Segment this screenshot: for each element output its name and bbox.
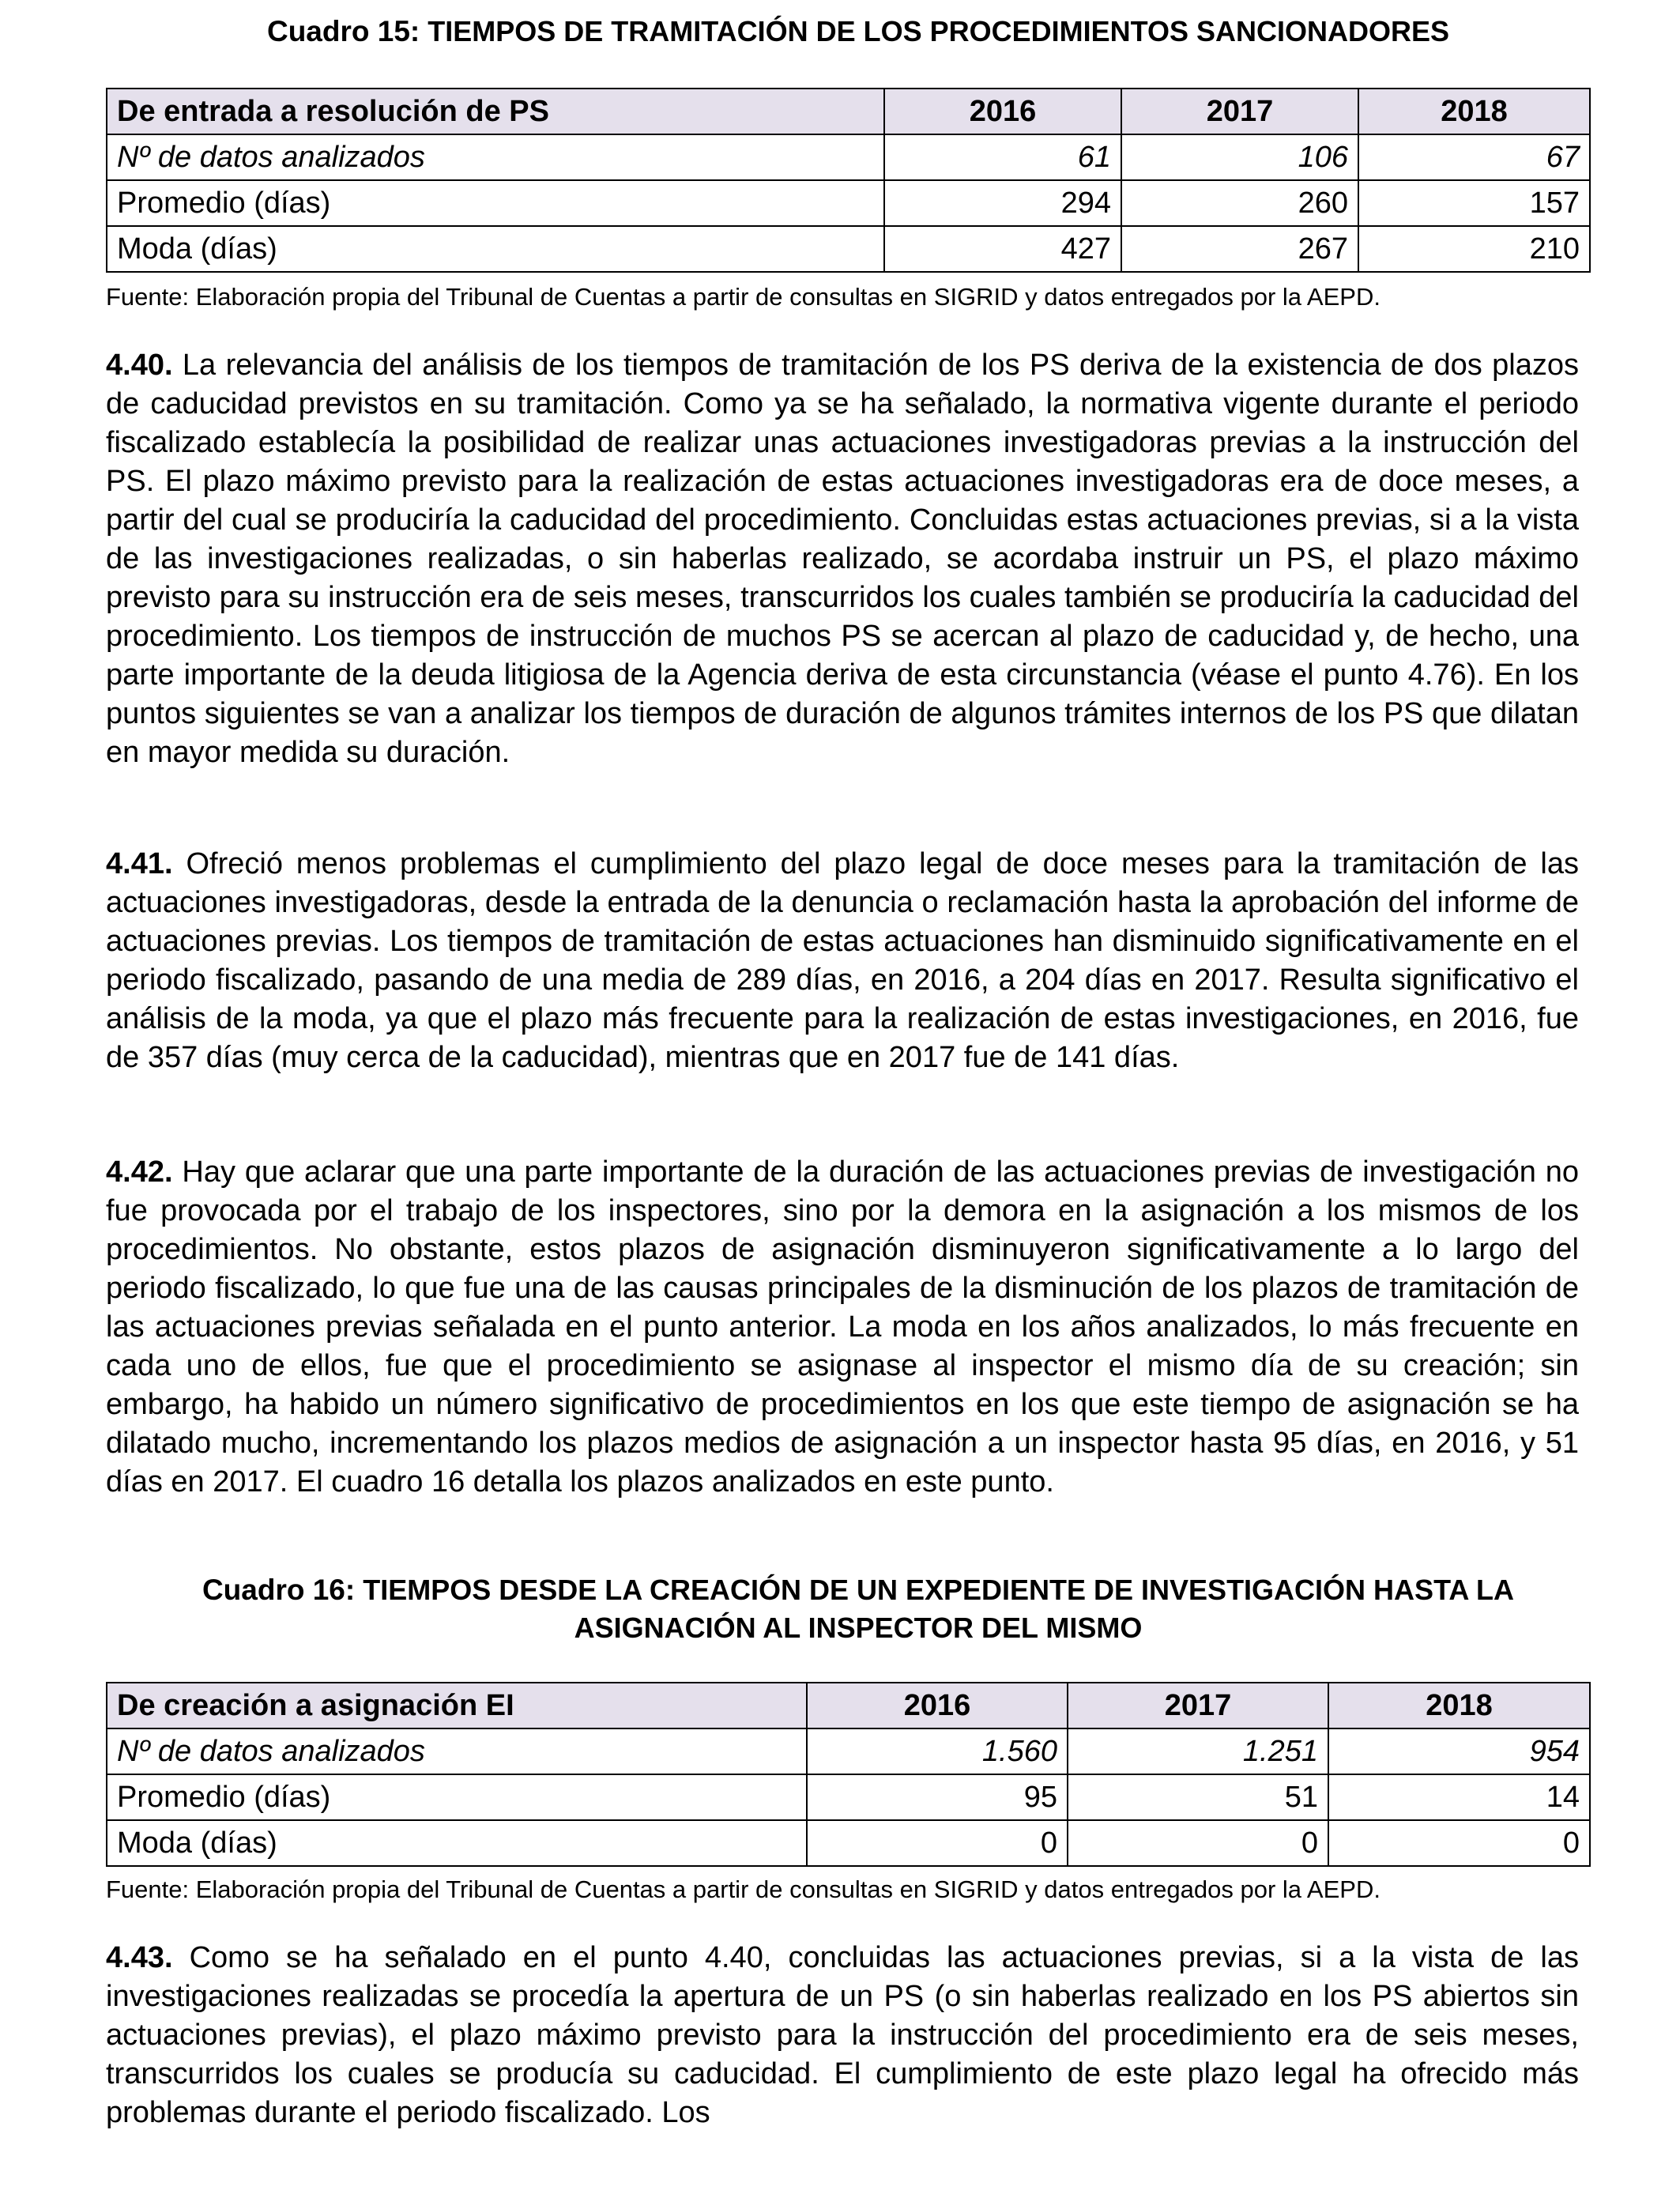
paragraph-text: Ofreció menos problemas el cumplimiento del plazo legal de doce meses para la tramitación de las actuaciones investigadoras, desde la entrada de la denuncia o reclamación hasta la aprobación del informe de actuaciones previas. Los tiempos de tramitación de estas actuaciones han disminuido significativamente en el periodo fiscalizado, pasando de una media de 289 días, en 2016, a 204 días en 2017. Resulta significativo el análisis de la moda, ya que el plazo más frecuente para la realización de estas investigaciones, en 2016, fue de 357 días (muy cerca de la caducidad), mientras que en 2017 fue de 141 días. xyxy=(106,847,1579,1074)
table-row xyxy=(107,180,1590,226)
table-row xyxy=(107,134,1590,180)
table-cell: 0 xyxy=(1068,1820,1328,1866)
table-15-caption-lead: Cuadro 15: xyxy=(266,15,420,47)
paragraph-4-41 xyxy=(106,845,1579,1077)
paragraph-4-40 xyxy=(106,346,1579,772)
row-label: Moda (días) xyxy=(107,226,884,272)
paragraph-text: Como se ha señalado en el punto 4.40, concluidas las actuaciones previas, si a la vista de las investigaciones realizadas se procedía la apertura de un PS (o sin haberlas realizado en los PS abiertos sin actuaciones previas), el plazo máximo previsto para la instrucción del procedimiento era de seis meses, transcurridos los cuales se producía su caducidad. El cumplimiento de este plazo legal ha ofrecido más problemas durante el periodo fiscalizado. Los xyxy=(106,1941,1580,2129)
table-cell: 427 xyxy=(884,226,1121,272)
table-cell: 294 xyxy=(884,180,1121,226)
table-cell: 0 xyxy=(807,1820,1068,1866)
table-header-row xyxy=(107,89,1590,134)
table-header-cell: 2018 xyxy=(1358,89,1590,134)
table-header-cell: 2016 xyxy=(884,89,1121,134)
table-cell: 260 xyxy=(1121,180,1358,226)
row-label: Promedio (días) xyxy=(107,1774,807,1820)
table-15-caption xyxy=(106,13,1610,51)
row-label: Promedio (días) xyxy=(107,180,884,226)
table-row xyxy=(107,1774,1590,1820)
table-cell: 0 xyxy=(1328,1820,1590,1866)
table-cell: 14 xyxy=(1328,1774,1590,1820)
table-cell: 95 xyxy=(807,1774,1068,1820)
table-15-source: Fuente: Elaboración propia del Tribunal de Cuentas a partir de consultas en SIGRID y datos entregados por la AEPD. xyxy=(106,283,1381,311)
table-header-row xyxy=(107,1683,1590,1728)
table-header-cell: 2017 xyxy=(1121,89,1358,134)
paragraph-text: Hay que aclarar que una parte importante de la duración de las actuaciones previas de investigación no fue provocada por el trabajo de los inspectores, sino por la demora en la asignación a los mismos de los procedimientos. No obstante, estos plazos de asignación disminuyeron significativamente a lo largo del periodo fiscalizado, lo que fue una de las causas principales de la disminución de los plazos de tramitación de las actuaciones previas señalada en el punto anterior. La moda en los años analizados, lo más frecuente en cada uno de ellos, fue que el procedimiento se asignase al inspector el mismo día de su creación; sin embargo, ha habido un número significativo de procedimientos en los que este tiempo de asignación se ha dilatado mucho, incrementando los plazos medios de asignación a un inspector hasta 95 días, en 2016, y 51 días en 2017. El cuadro 16 detalla los plazos analizados en este punto. xyxy=(106,1155,1580,1498)
table-cell: 210 xyxy=(1358,226,1590,272)
table-header-cell: 2018 xyxy=(1328,1683,1590,1728)
row-label: Nº de datos analizados xyxy=(107,134,884,180)
row-label: Moda (días) xyxy=(107,1820,807,1866)
table-row xyxy=(107,1728,1590,1774)
table-row xyxy=(107,1820,1590,1866)
row-label: Nº de datos analizados xyxy=(107,1728,807,1774)
table-15-caption-text: TIEMPOS DE TRAMITACIÓN DE LOS PROCEDIMIENTOS SANCIONADORES xyxy=(428,15,1450,47)
table-cell: 1.560 xyxy=(807,1728,1068,1774)
table-cell: 61 xyxy=(884,134,1121,180)
paragraph-number: 4.42. xyxy=(106,1155,173,1189)
table-cell: 106 xyxy=(1121,134,1358,180)
table-header-cell: De entrada a resolución de PS xyxy=(107,89,884,134)
table-header-cell: 2016 xyxy=(807,1683,1068,1728)
paragraph-number: 4.40. xyxy=(106,349,173,382)
table-16-source: Fuente: Elaboración propia del Tribunal de Cuentas a partir de consultas en SIGRID y datos entregados por la AEPD. xyxy=(106,1875,1381,1903)
table-16-caption-text: TIEMPOS DESDE LA CREACIÓN DE UN EXPEDIENTE DE INVESTIGACIÓN HASTA LA ASIGNACIÓN AL INSPECTOR DEL MISMO xyxy=(363,1574,1515,1644)
paragraph-4-42 xyxy=(106,1153,1579,1502)
table-cell: 954 xyxy=(1328,1728,1590,1774)
table-cell: 157 xyxy=(1358,180,1590,226)
paragraph-number: 4.41. xyxy=(106,847,173,880)
table-15 xyxy=(106,88,1591,273)
table-16-caption-lead: Cuadro 16: xyxy=(202,1574,356,1606)
table-cell: 67 xyxy=(1358,134,1590,180)
table-cell: 267 xyxy=(1121,226,1358,272)
paragraph-text: La relevancia del análisis de los tiempos de tramitación de los PS deriva de la existencia de dos plazos de caducidad previstos en su tramitación. Como ya se ha señalado, la normativa vigente durante el periodo fiscalizado establecía la posibilidad de realizar unas actuaciones investigadoras previas a la instrucción del PS. El plazo máximo previsto para la realización de estas actuaciones investigadoras era de doce meses, a partir del cual se produciría la caducidad del procedimiento. Concluidas estas actuaciones previas, si a la vista de las investigaciones realizadas, o sin haberlas realizado, se acordaba instruir un PS, el plazo máximo previsto para su instrucción era de seis meses, transcurridos los cuales también se produciría la caducidad del procedimiento. Los tiempos de instrucción de muchos PS se acercan al plazo de caducidad y, de hecho, una parte importante de la deuda litigiosa de la Agencia deriva de esta circunstancia (véase el punto 4.76). En los puntos siguientes se van a analizar los tiempos de duración de algunos trámites internos de los PS que dilatan en mayor medida su duración. xyxy=(106,349,1579,769)
table-16-caption xyxy=(106,1571,1610,1647)
table-header-cell: De creación a asignación EI xyxy=(107,1683,807,1728)
paragraph-4-43 xyxy=(106,1939,1579,2132)
table-cell: 51 xyxy=(1068,1774,1328,1820)
table-row xyxy=(107,226,1590,272)
table-cell: 1.251 xyxy=(1068,1728,1328,1774)
paragraph-number: 4.43. xyxy=(106,1941,173,1974)
table-16 xyxy=(106,1682,1591,1867)
table-header-cell: 2017 xyxy=(1068,1683,1328,1728)
